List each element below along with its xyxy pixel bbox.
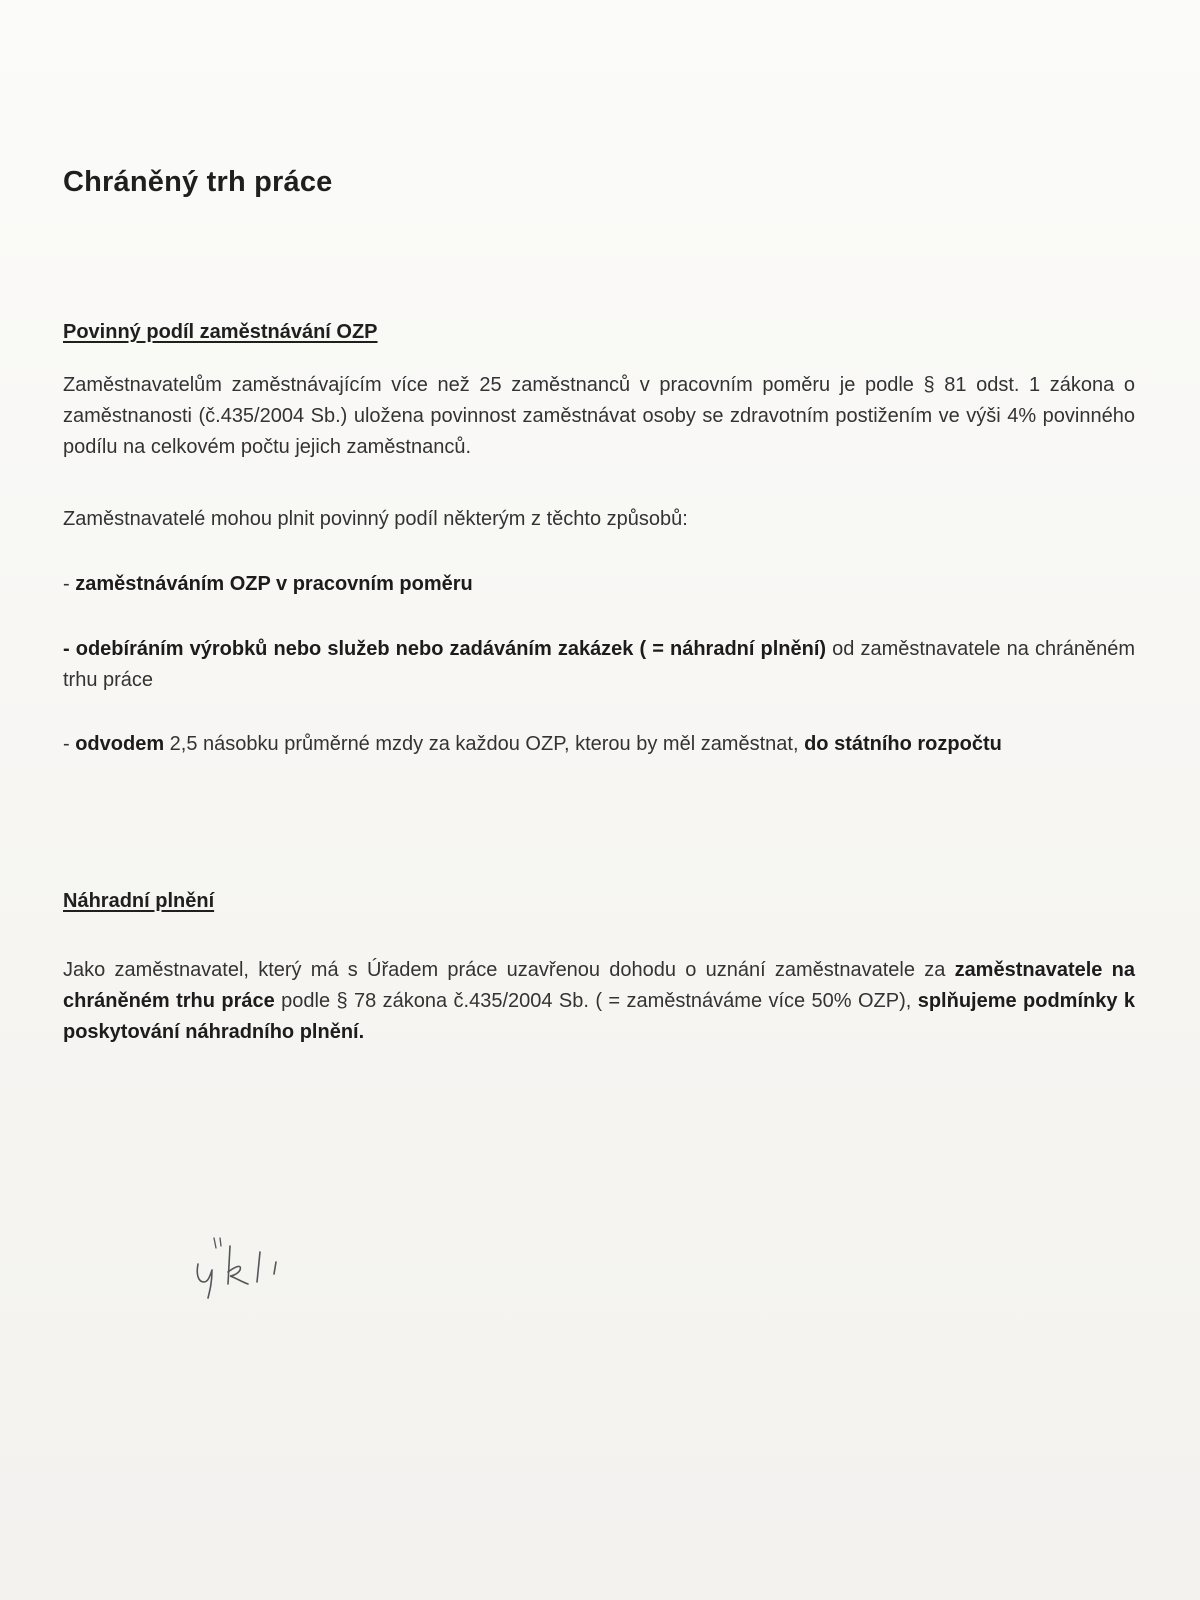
paragraph-run: Zaměstnavatelům zaměstnávajícím více než 25 zaměstnanců v pracovním poměru je podle § 81 odst. 1 zákona o zaměstnanosti (č.435/2004 Sb.) uložena povinnost zaměstnávat osoby se zdravotním postižením ve výši 4% povinného podílu na celkovém počtu jejich zaměstnanců. [63,374,1135,458]
signature-stroke [197,1264,212,1298]
signature-stroke [214,1238,221,1248]
paragraph-obligation [63,370,1135,463]
signature-stroke [257,1252,260,1282]
paragraph-run: od zaměstnavatele na chráněném trhu práce [63,638,1136,691]
paragraph-run: Zaměstnavatelé mohou plnit povinný podíl některým z těchto způsobů: [63,508,688,530]
list-item-substitute-fulfillment [63,634,1135,696]
paragraph-run: Jako zaměstnavatel, který má s Úřadem práce uzavřenou dohodu o uznání zaměstnavatele za [63,959,955,981]
paragraph-run-bold: splňujeme podmínky k poskytování náhradního plnění. [63,990,1135,1043]
paragraph-run: 2,5 násobku průměrné mzdy za každou OZP, kterou by měl zaměstnat, [164,733,805,755]
list-item-levy [63,729,1135,760]
section-heading-povinny-podil: Povinný podíl zaměstnávání OZP [63,321,378,343]
paragraph-substitute-fulfillment [63,955,1135,1048]
section-heading-nahradni-plneni: Náhradní plnění [63,890,215,912]
paragraph-run-bold: do státního rozpočtu [804,733,1002,755]
paragraph-run: podle § 78 zákona č.435/2004 Sb. ( = zaměstnáváme více 50% OZP), [274,990,918,1012]
list-item-employment [63,569,1135,600]
paragraph-run-bold: odvodem [75,733,165,755]
paragraph-run-bold: - odebíráním výrobků nebo služeb nebo zadáváním zakázek ( = náhradní plnění) [63,638,827,660]
signature-stroke [274,1262,276,1274]
paragraph-run-bold: zaměstnavatele na chráněném trhu práce [63,959,1135,1012]
document-title: Chráněný trh práce [63,166,333,198]
paragraph-run-bold: zaměstnáváním OZP v pracovním poměru [75,573,473,595]
handwritten-signature [190,1230,300,1300]
paragraph-run: - [63,573,76,595]
signature-stroke [228,1246,248,1284]
paragraph-options-intro [63,504,1135,535]
paragraph-run: - [63,733,76,755]
